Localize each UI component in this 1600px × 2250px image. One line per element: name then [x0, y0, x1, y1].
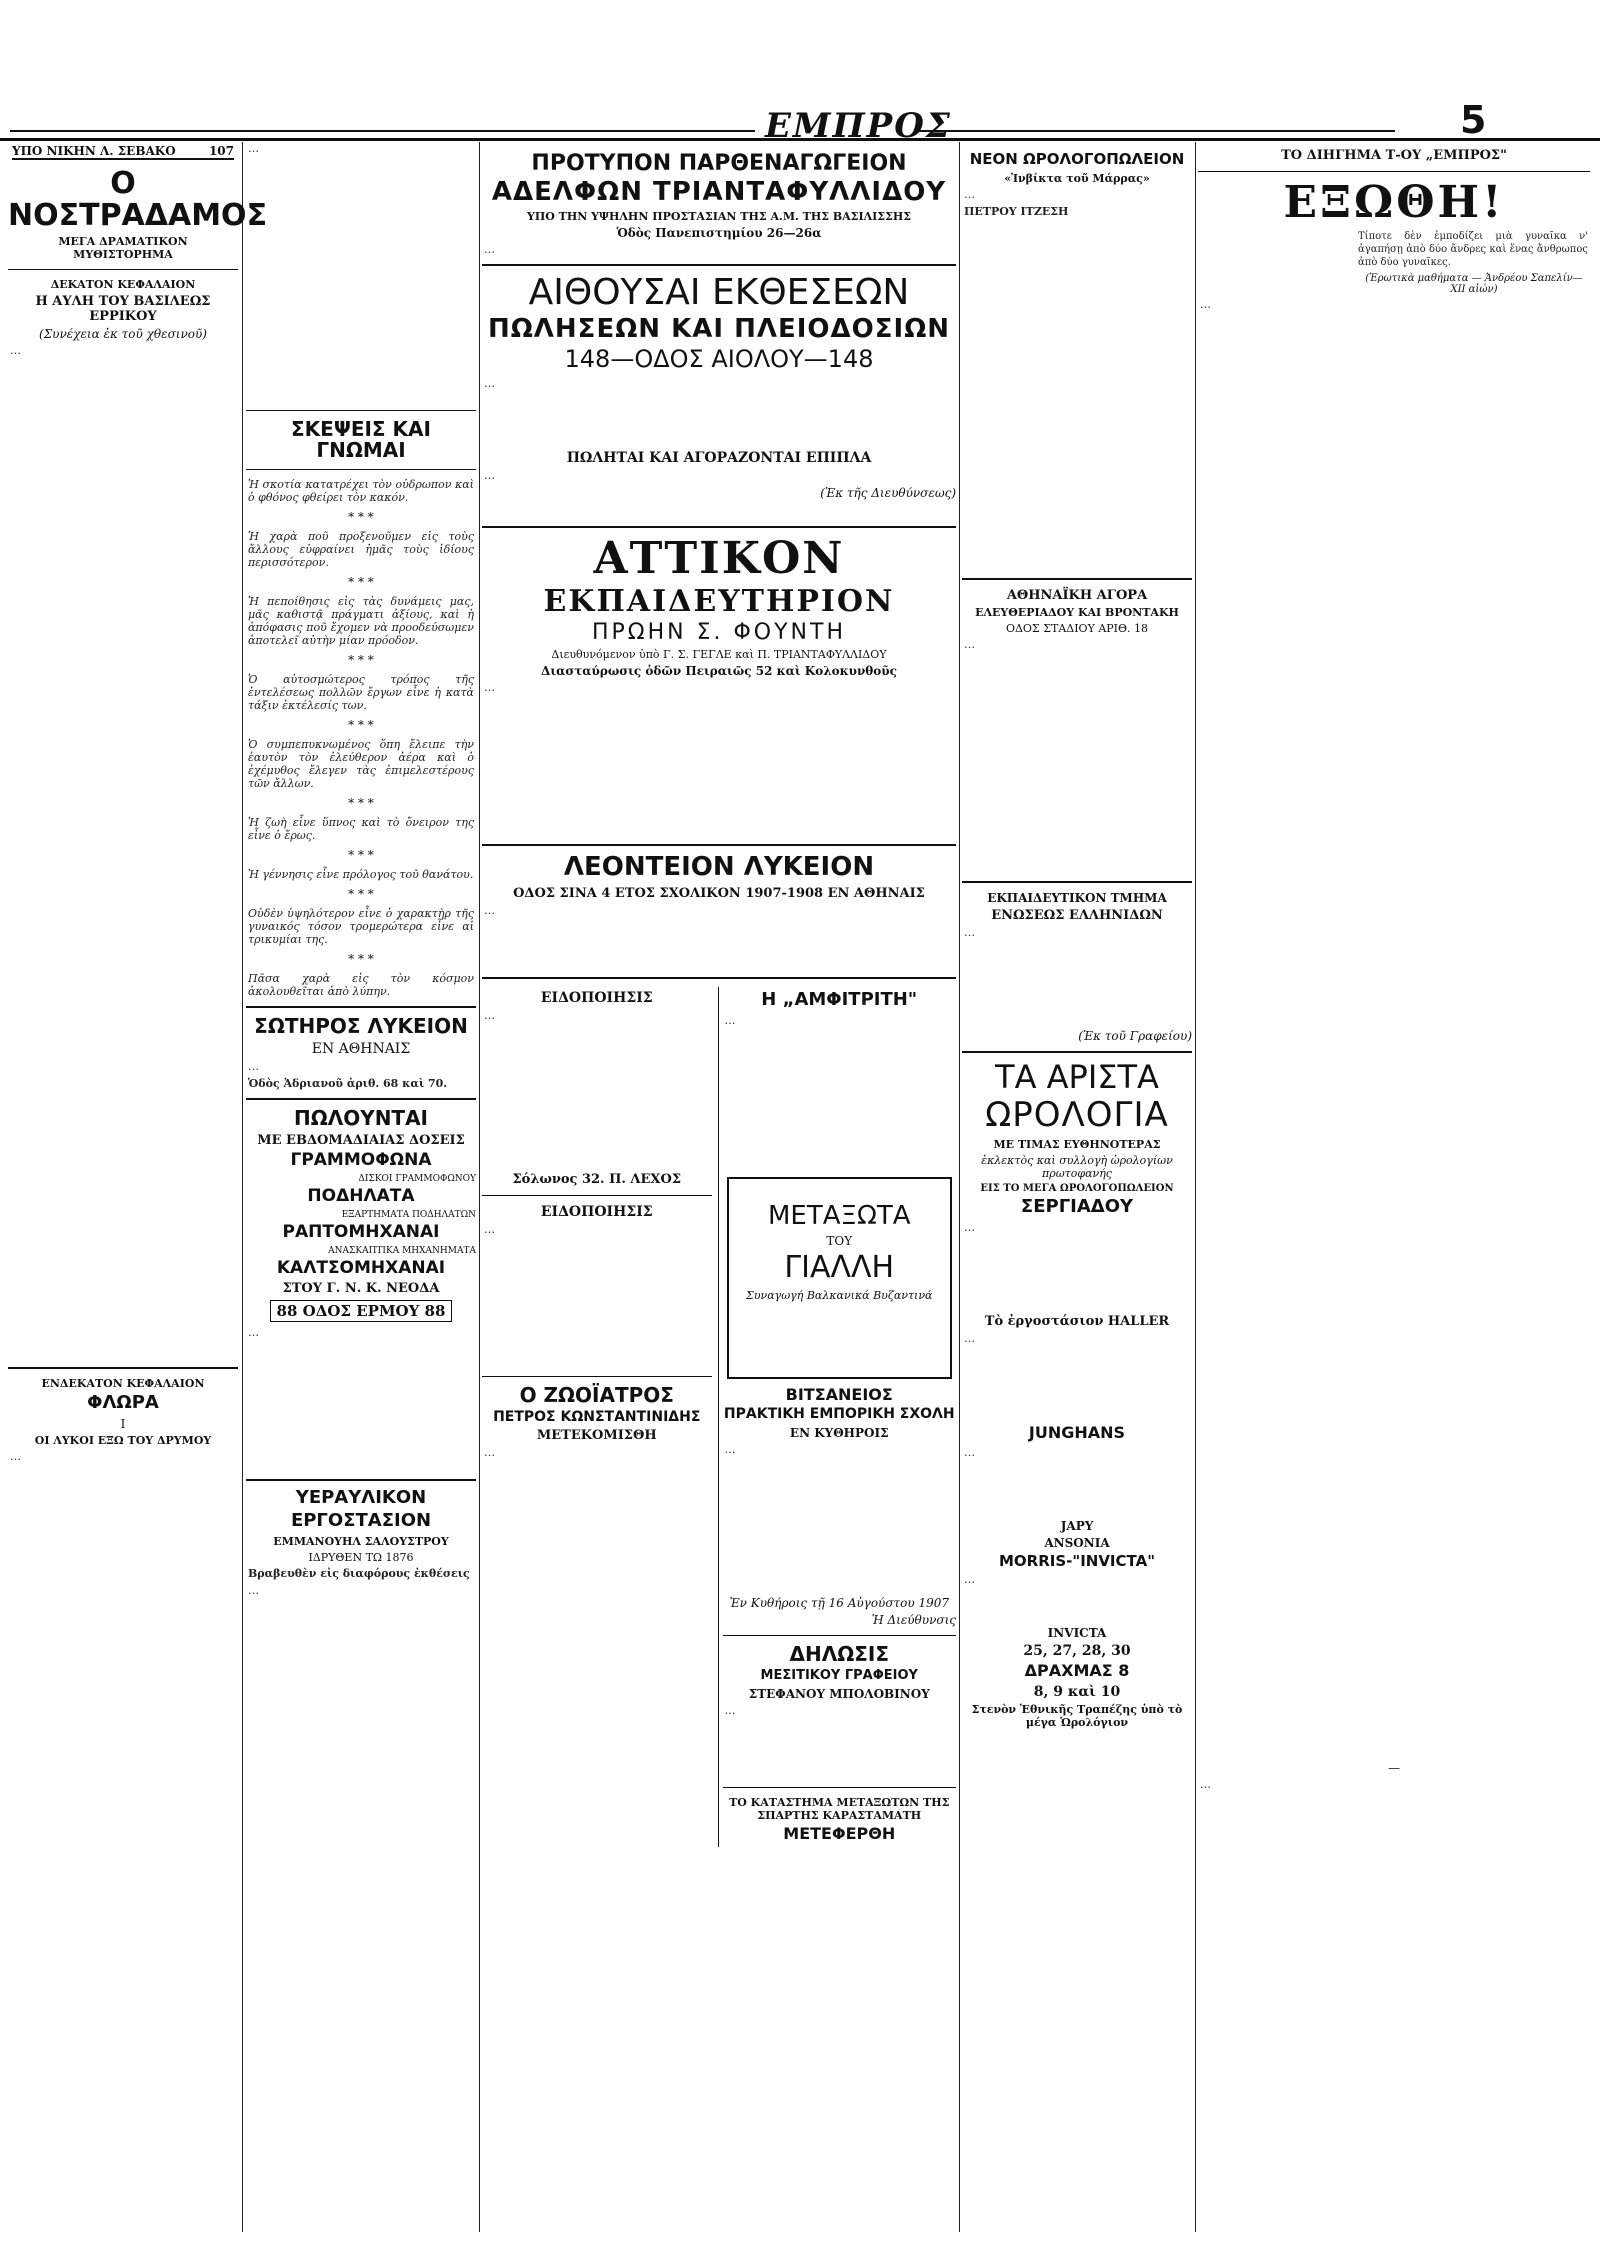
dilosis-text: … — [724, 1703, 736, 1717]
ad-school-address: Ὁδὸς Πανεπιστημίου 26—26α — [616, 226, 822, 241]
divider — [1198, 171, 1590, 172]
serial-author: ΥΠΟ ΝΙΚΗΝ Λ. ΣΕΒΑΚΟ — [12, 144, 176, 158]
haller-text: … — [964, 1331, 975, 1345]
price-line: 25, 27, 28, 30 — [1023, 1643, 1131, 1660]
ad-school-title: ΠΡΟΤΥΠΟΝ ΠΑΡΘΕΝΑΓΩΓΕΙΟΝ — [531, 151, 907, 176]
factory-line: Βραβευθὲν εἰς διαφόρους ἐκθέσεις — [248, 1567, 470, 1581]
chapter-heading: ΕΝΔΕΚΑΤΟΝ ΚΕΦΑΛΑΙΟΝ — [41, 1377, 205, 1390]
column-ads — [482, 142, 956, 2232]
separator-stars: * * * — [348, 653, 374, 667]
metaxota-ad — [727, 1177, 952, 1379]
masthead-rule-left — [10, 130, 755, 132]
metaxota-tou: ΤΟΥ — [826, 1233, 853, 1248]
sales-item-sub: ΑΝΑΣΚΑΠΤΙΚΑ ΜΗΧΑΝΗΜΑΤΑ — [328, 1245, 476, 1256]
sales-item: ΠΟΔΗΛΑΤΑ — [307, 1185, 415, 1206]
notice-2-title: ΕΙΔΟΠΟΙΗΣΙΣ — [540, 1203, 653, 1220]
best-shop: ΕΙΣ ΤΟ ΜΕΓΑ ΩΡΟΛΟΓΟΠΩΛΕΙΟΝ — [980, 1183, 1174, 1195]
serial-installment: 107 — [208, 144, 234, 158]
divider — [482, 264, 956, 266]
separator-stars: * * * — [348, 796, 374, 810]
best-sub: ΜΕ ΤΙΜΑΣ ΕΥΘΗΝΟΤΕΡΑΣ — [993, 1138, 1161, 1152]
bitsaneios-sub: ΠΡΑΚΤΙΚΗ ΕΜΠΟΡΙΚΗ ΣΧΟΛΗ — [723, 1406, 955, 1423]
sales-address: 88 ΟΔΟΣ ΕΡΜΟΥ 88 — [270, 1300, 453, 1322]
doctor-title: Ο ΖΩΟΪΑΤΡΟΣ — [519, 1382, 674, 1407]
ad-school-name: ΑΔΕΛΦΩΝ ΤΡΙΑΝΤΑΦΥΛΛΙΔΟΥ — [491, 177, 947, 208]
column-story — [1198, 142, 1590, 2232]
amphitrite-text: … — [724, 1013, 736, 1027]
divider — [246, 1006, 476, 1008]
chapter-title: ΦΛΩΡΑ — [87, 1392, 159, 1413]
notice-2-text: … — [484, 1222, 495, 1236]
article-text: … — [10, 1449, 21, 1463]
ad-auction-title: ΑΙΘΟΥΣΑΙ ΕΚΘΕΣΕΩΝ — [528, 272, 910, 314]
column-rule — [242, 142, 243, 2232]
notice-sign: Σόλωνος 32. Π. ΛΕΧΟΣ — [512, 1171, 682, 1187]
divider — [482, 844, 956, 846]
watch-shop-name: ΠΕΤΡΟΥ ΙΤΖΕΣΗ — [964, 204, 1069, 218]
sales-item-sub: ΔΙΣΚΟΙ ΓΡΑΜΜΟΦΩΝΟΥ — [358, 1173, 476, 1184]
divider — [246, 1098, 476, 1100]
epigraph-source: (Ἐρωτικὰ μαθήματα — Ἀνδρέου Σαπελίν— XII αἰών) — [1365, 273, 1583, 296]
best-shop-name: ΣΕΡΓΙΑΔΟΥ — [1020, 1196, 1134, 1218]
separator-stars: * * * — [348, 510, 374, 524]
article-text: … — [248, 142, 259, 155]
doctor-text: … — [484, 1446, 495, 1460]
divider-dash: — — [1388, 1761, 1400, 1776]
sales-item: ΓΡΑΜΜΟΦΩΝΑ — [290, 1150, 432, 1170]
divider — [8, 269, 238, 270]
ad-auction-text: … — [484, 376, 495, 390]
watch-shop-sub: «Ἰνβίκτα τοῦ Μάρρας» — [1004, 171, 1150, 185]
ad-auction-sub: ΠΩΛΗΣΕΩΝ ΚΑΙ ΠΛΕΙΟΔΟΣΙΩΝ — [487, 314, 951, 345]
factory-year: ΙΔΡΥΘΕΝ ΤΩ 1876 — [308, 1551, 414, 1565]
doctor-sub: ΜΕΤΕΚΟΜΙΣΘΗ — [536, 1428, 657, 1444]
ad-auction-address: 148—ΟΔΟΣ ΑΙΟΛΟΥ—148 — [564, 345, 874, 374]
chapter-subtitle: ΟΙ ΛΥΚΟΙ ΕΞΩ ΤΟΥ ΔΡΥΜΟΥ — [34, 1433, 212, 1447]
sales-item: ΡΑΠΤΟΜΗΧΑΝΑΙ — [282, 1221, 440, 1242]
quote: Οὐδὲν ὑψηλότερον εἶνε ὁ χαρακτὴρ τῆς γυναικός τόσον τρομερώτερα εἶνε αἱ τρικυμίαι της. — [248, 907, 474, 946]
ansonia-line: ANSONIA — [1044, 1535, 1110, 1550]
column-rule — [1195, 142, 1196, 2232]
page-number: 5 — [1460, 98, 1487, 142]
watch-shop-text: … — [964, 187, 975, 201]
invicta-name: INVICTA — [1047, 1626, 1107, 1641]
school-subtitle: ΕΝ ΑΘΗΝΑΙΣ — [311, 1041, 411, 1057]
japy-line: JAPY — [1060, 1518, 1094, 1533]
separator-stars: * * * — [348, 952, 374, 966]
quote: Πᾶσα χαρὰ εἰς τὸν κόσμον ἀκολουθεῖται ἀπὸ λύπην. — [248, 972, 474, 998]
bitsaneios-sign: Ἡ Διεύθυνσις — [871, 1613, 956, 1628]
column-thoughts — [246, 142, 476, 2232]
story-head: ΤΟ ΔΙΗΓΗΜΑ Τ-ΟΥ „ΕΜΠΡΟΣ" — [1281, 148, 1507, 163]
junghans-text: … — [964, 1445, 975, 1459]
chapter-title: Η ΑΥΛΗ ΤΟΥ ΒΑΣΙΛΕΩΣ ΕΡΡΙΚΟΥ — [35, 294, 211, 324]
union-sign: (Ἐκ τοῦ Γραφείου) — [1078, 1028, 1192, 1043]
doctor-name: ΠΕΤΡΟΣ ΚΩΝΣΤΑΝΤΙΝΙΔΗΣ — [493, 1408, 701, 1425]
sales-shop: ΣΤΟΥ Γ. Ν. Κ. ΝΕΟΔΑ — [282, 1281, 440, 1297]
dilosis-title: ΔΗΛΩΣΙΣ — [789, 1642, 889, 1667]
quote: Ἡ σκοτία κατατρέχει τὸν οὐδρωπον καὶ ὁ φθόνος φθείρει τὸν κακόν. — [248, 478, 474, 504]
epigraph: Τίποτε δὲν ἐμποδίζει μιὰ γυναῖκα ν' ἀγαπήσῃ ἀπὸ δύο ἄνδρες καὶ ἕνας ἄνθρωπος ἀπὸ δύο γυναῖκες. — [1358, 231, 1588, 269]
sales-item-sub: ΕΞΑΡΤΗΜΑΤΑ ΠΟΔΗΛΑΤΩΝ — [341, 1209, 476, 1220]
continued-note: (Συνέχεια ἐκ τοῦ χθεσινοῦ) — [39, 327, 207, 341]
separator-stars: * * * — [348, 887, 374, 901]
quote: Ἡ ζωὴ εἶνε ὕπνος καὶ τὸ ὄνειρον της εἶνε ὁ ἔρως. — [248, 816, 474, 842]
chapter-number: I — [120, 1416, 126, 1431]
ad-attikon-title: ΑΤΤΙΚΟΝ — [593, 532, 845, 584]
divider — [246, 410, 476, 411]
divider — [962, 578, 1192, 580]
market-text: … — [964, 637, 975, 651]
masthead — [0, 92, 1600, 146]
column-rule — [959, 142, 960, 2232]
quote: Ἡ πεποίθησις εἰς τὰς δυνάμεις μας, μᾶς καθιστᾷ πράγματι ἀξίους, καὶ ἡ ἀπόφασις ποῦ ἔχομεν νὰ προοδεύσωμεν ἀποτελεῖ αὐτὴν μίαν πρόοδον. — [248, 595, 474, 647]
school-address: Ὁδὸς Ἀδριανοῦ ἀριθ. 68 καὶ 70. — [248, 1077, 448, 1090]
sales-subtitle: ΜΕ ΕΒΔΟΜΑΔΙΑΙΑΣ ΔΟΣΕΙΣ — [257, 1133, 465, 1148]
sales-item: ΚΑΛΤΣΟΜΗΧΑΝΑΙ — [276, 1257, 446, 1278]
quote: Ὁ συμπεπυκνωμένος ὅπη ἔλειπε τὴν ἑαυτὸν τὸν ἐλεύθερον ἀέρα καὶ ὁ ἐχέμυθος ἔλεγεν τὰς ἐπιμελεστέρους τῶν ἄλλων. — [248, 738, 474, 790]
bitsaneios-text: … — [724, 1443, 736, 1457]
chapter-heading: ΔΕΚΑΤΟΝ ΚΕΦΑΛΑΙΟΝ — [50, 278, 196, 291]
separator-stars: * * * — [348, 718, 374, 732]
thoughts-title: ΣΚΕΨΕΙΣ ΚΑΙ ΓΝΩΜΑΙ — [291, 417, 431, 462]
best-title-2: ΩΡΟΛΟΓΙΑ — [985, 1095, 1169, 1136]
sales-title: ΠΩΛΟΥΝΤΑΙ — [293, 1106, 428, 1130]
union-sub: ΕΝΩΣΕΩΣ ΕΛΛΗΝΙΔΩΝ — [991, 907, 1163, 923]
divider — [723, 1635, 956, 1636]
sales-address-box — [246, 1300, 476, 1322]
ad-attikon-text: … — [484, 681, 495, 695]
divider — [246, 1479, 476, 1481]
ad-attikon-director: Διευθυνόμενον ὑπὸ Γ. Σ. ΓΕΓΛΕ καὶ Π. ΤΡΙΑΝΤΑΦΥΛΛΙΔΟΥ — [551, 648, 887, 662]
market-title: ΑΘΗΝΑΪΚΗ ΑΓΟΡΑ — [1006, 587, 1148, 603]
serial-header — [12, 144, 234, 160]
notice-title: ΕΙΔΟΠΟΙΗΣΙΣ — [540, 989, 653, 1006]
best-title: ΤΑ ΑΡΙΣΤΑ — [995, 1057, 1159, 1096]
ad-school-text: … — [484, 243, 495, 257]
metaxota-title: ΜΕΤΑΞΩΤΑ — [768, 1200, 911, 1231]
divider — [723, 1787, 956, 1788]
best-text: … — [964, 1220, 975, 1234]
school-title: ΣΩΤΗΡΟΣ ΛΥΚΕΙΟΝ — [254, 1014, 468, 1038]
ad-left-stack — [482, 987, 712, 1847]
metaxota-name: ΓΙΑΛΛΗ — [784, 1249, 895, 1285]
column-rule — [479, 142, 480, 2232]
ad-leonteion-title: ΛΕΟΝΤΕΙΟΝ ΛΥΚΕΙΟΝ — [563, 852, 875, 883]
school-text: … — [248, 1060, 259, 1073]
invicta-title: MORRIS-"INVICTA" — [998, 1551, 1156, 1570]
karagiannis-title: ΤΟ ΚΑΤΑΣΤΗΜΑ ΜΕΤΑΞΩΤΩΝ ΤΗΣ ΣΠΑΡΤΗΣ ΚΑΡΑΣΤΑΜΑΤΗ — [729, 1795, 950, 1822]
divider — [482, 977, 956, 979]
ad-leonteion-sub: ΟΔΟΣ ΣΙΝΑ 4 ΕΤΟΣ ΣΧΟΛΙΚΟΝ 1907-1908 ΕΝ ΑΘΗΝΑΙΣ — [513, 885, 925, 901]
separator-stars: * * * — [348, 575, 374, 589]
market-address: ΟΔΟΣ ΣΤΑΔΙΟΥ ΑΡΙΘ. 18 — [1005, 621, 1149, 635]
separator-stars: * * * — [348, 848, 374, 862]
divider — [962, 1051, 1192, 1053]
ad-school-sub: ΥΠΟ ΤΗΝ ΥΨΗΛΗΝ ΠΡΟΣΤΑΣΙΑΝ ΤΗΣ Α.Μ. ΤΗΣ ΒΑΣΙΛΙΣΣΗΣ — [526, 210, 912, 224]
divider — [482, 1376, 712, 1377]
divider — [8, 1367, 238, 1369]
quote: Ἡ χαρὰ ποῦ προξενοῦμεν εἰς τοὺς ἄλλους εὐφραίνει ἡμᾶς τοὺς ἰδίους περισσότερον. — [248, 530, 474, 569]
factory-owner: ΕΜΜΑΝΟΥΗΛ ΣΑΛΟΥΣΤΡΟΥ — [273, 1535, 449, 1549]
bitsaneios-place: ΕΝ ΚΥΘΗΡΟΙΣ — [789, 1426, 889, 1441]
divider — [482, 526, 956, 528]
union-title: ΕΚΠΑΙΔΕΥΤΙΚΟΝ ΤΜΗΜΑ — [987, 890, 1167, 905]
column-watches — [962, 142, 1192, 2232]
best-line: ἐκλεκτὸς καὶ συλλογὴ ὡρολογίων πρωτοφανής — [981, 1154, 1173, 1181]
ad-right-stack — [718, 987, 956, 1847]
metaxota-bottom: Συναγωγή Βαλκανικά Βυζαντινά — [746, 1289, 933, 1303]
serial-title: Ο ΝΟΣΤΡΑΔΑΜΟΣ — [8, 166, 268, 233]
market-sub: ΕΛΕΥΘΕΡΙΑΔΟΥ ΚΑΙ ΒΡΟΝΤΑΚΗ — [975, 605, 1179, 619]
ad-auction-sign: (Ἐκ τῆς Διευθύνσεως) — [820, 485, 956, 500]
ad-auction-text: … — [484, 468, 495, 482]
column-serial — [8, 142, 268, 2232]
divider — [246, 469, 476, 470]
haller-line: Τὸ ἐργοστάσιον HALLER — [984, 1313, 1170, 1329]
masthead-rule-right — [915, 130, 1395, 132]
story-title: ΕΞΩΘΗ! — [1283, 177, 1505, 228]
bottom-line: Στενὸν Ἐθνικῆς Τραπέζης ὑπὸ τὸ μέγα Ὡρολόγιον — [971, 1703, 1183, 1730]
dilosis-name: ΣΤΕΦΑΝΟΥ ΜΠΟΛΟΒΙΝΟΥ — [748, 1686, 930, 1701]
story-text: … — [1200, 1778, 1211, 1792]
ad-leonteion-text: … — [484, 903, 495, 917]
factory-text: … — [248, 1584, 259, 1598]
bitsaneios-title: ΒΙΤΣΑΝΕΙΟΣ — [785, 1384, 893, 1404]
amphitrite-title: Η „ΑΜΦΙΤΡΙΤΗ" — [761, 988, 918, 1010]
dilosis-sub: ΜΕΣΙΤΙΚΟΥ ΓΡΑΦΕΙΟΥ — [760, 1668, 918, 1684]
divider — [962, 881, 1192, 883]
article-text: … — [10, 344, 21, 357]
story-text: … — [1200, 298, 1211, 312]
factory-title-2: ΕΡΓΟΣΤΑΣΙΟΝ — [290, 1510, 432, 1532]
ad-attikon-address: Διασταύρωσις ὁδῶν Πειραιῶς 52 καὶ Κολοκυνθοῦς — [541, 664, 897, 679]
quote: Ὁ αὐτοσμώτερος τρόπος τῆς ἐντελέσεως πολλῶν ἔργων εἶνε ἡ κατὰ τάξιν ἐκτέλεσίς των. — [248, 673, 474, 712]
quote: Ἡ γέννησις εἶνε πρόλογος τοῦ θανάτου. — [248, 868, 474, 881]
bitsaneios-date: Ἐν Κυθήροις τῇ 16 Αὐγούστου 1907 — [729, 1596, 950, 1611]
invicta-text: … — [964, 1573, 975, 1587]
karagiannis-sub: ΜΕΤΕΦΕΡΘΗ — [783, 1823, 896, 1843]
junghans-title: JUNGHANS — [1028, 1422, 1126, 1442]
ad-attikon-sub: ΠΡΩΗΝ Σ. ΦΟΥΝΤΗ — [591, 620, 846, 646]
serial-subtitle: ΜΕΓΑ ΔΡΑΜΑΤΙΚΟΝ ΜΥΘΙΣΤΟΡΗΜΑ — [58, 235, 188, 261]
ad-auction-mid: ΠΩΛΗΤΑΙ ΚΑΙ ΑΓΟΡΑΖΟΝΤΑΙ ΕΠΙΠΛΑ — [566, 449, 872, 466]
watch-shop-title: ΝΕΟΝ ΩΡΟΛΟΓΟΠΩΛΕΙΟΝ — [969, 150, 1185, 168]
drachmas-line: ΔΡΑΧΜΑΣ 8 — [1024, 1661, 1130, 1681]
ad-row — [482, 987, 956, 1847]
union-text: … — [964, 925, 975, 939]
masthead-underline — [0, 138, 1600, 141]
article-text: … — [248, 1326, 259, 1340]
newspaper-title: ΕΜΠΡΟΣ — [765, 106, 952, 146]
notice-text: … — [484, 1008, 495, 1022]
factory-title: ΥΕΡΑΥΛΙΚΟΝ — [295, 1487, 427, 1509]
ad-attikon-title-2: ΕΚΠΑΙΔΕΥΤΗΡΙΟΝ — [543, 583, 895, 619]
price-line-2: 8, 9 καὶ 10 — [1033, 1684, 1121, 1701]
divider — [482, 1195, 712, 1196]
